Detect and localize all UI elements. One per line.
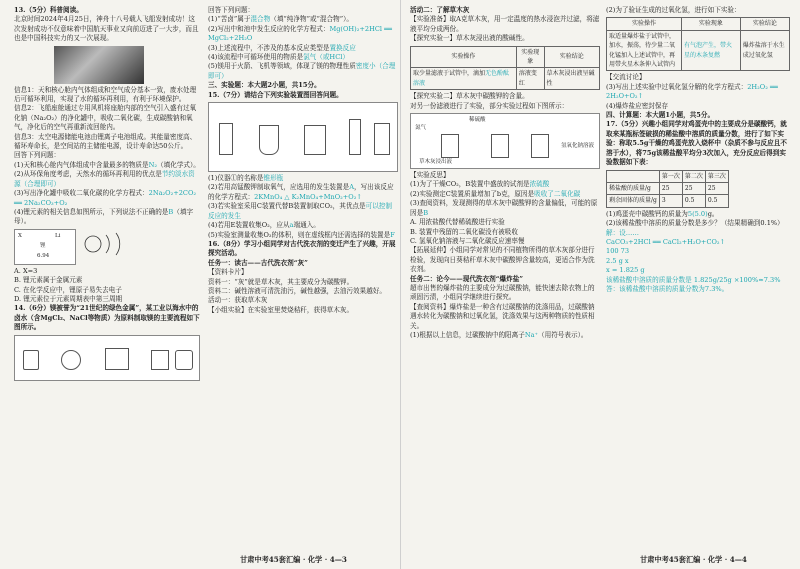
activity-1: 活动一：获取草木灰 <box>208 296 268 305</box>
explore-2b: 对另一份滤液进行了实验，部分实验过程如下图所示： <box>410 101 569 110</box>
spacecraft-photo <box>54 46 144 84</box>
solution-3: 100 73 <box>606 247 630 256</box>
footer-right: 甘肃中考45套汇编 · 化学 · 4—4 <box>640 555 747 564</box>
q15-title: 15.（7分）请结合下列实验装置图回答问题。 <box>208 90 343 99</box>
data-table: 第一次 第二次 第三次 稀盐酸的质量/g 25 25 25 剩余固体的质量/g 3 0.5 0.5 <box>606 170 729 208</box>
lab-q2: (2)若用高锰酸钾制取氧气，应选用的发生装置是A，写出该反应的化学方程式：2KMnO₄ △ K₂MnO₄+MnO₂+O₂↑ <box>208 183 394 201</box>
info-1: 信息1：天和核心舱内气体组成和空气成分基本一致，废水处理后可循环利用，实现了水的循环再利用，有利于环境保护。 <box>14 85 197 104</box>
ref-2: 资料二：碱性溶液可清洗油污，碱性越强，去油污效果越好。 <box>208 286 387 295</box>
question-3: (3)上述流程中，不涉及的基本反应类型是置换反应 <box>208 43 356 52</box>
element-figure <box>14 227 200 267</box>
q14-title: 14.（6分）镁被誉为“21世纪的绿色金属”，某工业以海水中的卤水（含MgCl₂、NaCl等物质）为原料制取镁的主要流程如下图所示。 <box>14 304 200 332</box>
info-3: 信息3：太空电源储能电池由锂离子电池组成。其能量密度高、循环寿命长，是空间站的主储能电源，设计寿命达50公斤。 <box>14 132 197 151</box>
element-cell: X Li 锂 6.94 <box>14 229 76 265</box>
paragraph: 北京时间2024年4月25日，神舟十八号载人飞船发射成功！这次发射成功不仅意味着中国航天事业又向前迈进了一大步，而且也是中国科技实力的又一次展现。 <box>14 15 199 43</box>
option-d: D. 锂元素位于元素周期表中第三周期 <box>14 294 123 303</box>
solution-5: x = 1.825 g <box>606 266 645 275</box>
question-4: (4)锂元素的相关信息如图所示，下列说法不正确的是B（填字母）。 <box>14 207 194 226</box>
section-3-title: 三、实验题：本大题2小题，共15分。 <box>208 81 321 90</box>
solution-4: 2.5 g x <box>606 256 629 265</box>
ref-title: 【资料卡片】 <box>208 268 248 277</box>
column-1 <box>14 6 200 383</box>
reflect-2: (2)实验测定C装置质量增加了b克，原因是吸收了二氧化碳 <box>410 189 581 198</box>
reflect-title: 【实验反思】 <box>410 171 450 180</box>
co2-device-figure: 稀硫酸 氮气 草木灰浸出液 氢氧化钠溶液 <box>410 113 600 169</box>
magnesium-flow-diagram <box>14 335 200 381</box>
question-head: 回答下列问题： <box>208 6 255 14</box>
column-2 <box>208 6 398 315</box>
option-b: B. 锂元素属于金属元素 <box>14 276 83 285</box>
footer-left: 甘肃中考45套汇编 · 化学 · 4—3 <box>240 555 347 564</box>
ask-1: (1)鸡蛋壳中碳酸钙的质量为5(5.0)g。 <box>606 209 719 218</box>
option-c: C. 氢氧化钠溶液与二氧化碳反应速率慢 <box>410 236 525 245</box>
atom-structure-diagram <box>78 227 138 261</box>
page-fold <box>400 0 401 569</box>
question-1: (1)“苦卤”属于混合物（填“纯净物”或“混合物”）。 <box>208 15 353 24</box>
ask-2: (2)该稀盐酸中溶质的质量分数是多少？（结果精确到0.1%） <box>606 219 784 228</box>
lab-q5: (5)实验室测量收集O₂的体积，则在虚线框内还需选择的装置是F <box>208 230 395 239</box>
solution-1: 解：设…… <box>606 228 639 237</box>
task-2-text: 超市出售的爆炸盐的主要成分为过碳酸钠，能快速去除衣物上的顽固污渍，小组同学继续进行探究。 <box>410 283 595 302</box>
activity-2: 活动二：了解草木灰 <box>410 6 470 14</box>
question-4: (4)该流程中可循环使用的物质是氯气（或HCl） <box>208 53 349 62</box>
q3: (3)写出上述实验中过氧化氢分解的化学方程式：2H₂O₂ ══ 2H₂O+O₂↑ <box>606 82 778 101</box>
explore-1: 【探究实验一】草木灰浸出液的酸碱性。 <box>410 34 529 43</box>
option-c: C. 在化学反应中，锂原子易失去电子 <box>14 285 122 294</box>
solution-7: 答：该稀盐酸中溶质的质量分数为7.3%。 <box>606 284 729 293</box>
column-4 <box>606 6 790 294</box>
task-2: 任务二：论今——现代洗衣剂“爆炸盐” <box>410 274 524 283</box>
extension: 【拓展延伸】小组同学对常见的不同植物所得的草木灰部分进行检验，发现向日葵秸秆草木灰中碳酸钾含量较高，更适合作为洗衣剂。 <box>410 246 595 274</box>
question-2: (2)写出中和池中发生反应的化学方程式：Mg(OH)₂+2HCl ══ MgCl₂+2H₂O <box>208 24 393 43</box>
reflect-1: (1)为了干燥CO₂，B装置中盛放的试剂是浓硫酸 <box>410 180 550 189</box>
question-5: (5)镁用于火箭、飞机等领域，体现了镁的物理性质密度小（合理即可） <box>208 62 396 80</box>
task-1: 任务一：读古——古代洗衣剂“灰” <box>208 258 308 267</box>
ref-1: 资料一：“灰”就是草木灰，其主要成分为碳酸钾。 <box>208 277 354 286</box>
lab-q1: (1)仪器①的名称是锥形瓶 <box>208 174 284 183</box>
explore-2: 【探究实验二】草木灰中碳酸钾的含量。 <box>410 92 529 101</box>
verify-table: 实验操作 实验现象 实验结论 取适量爆炸盐于试管中，加水，振荡，待少量二氧化锰加入上述试管中，再用带火星木条伸入试管内 有气泡产生，带火星的木条复燃 爆炸盐溶于水生成过氧化氢 <box>606 17 790 71</box>
explore-table: 实验操作 实验现象 实验结论 取少量滤液于试管中，滴加无色酚酞溶液 溶液变红 草木灰浸出液呈碱性 <box>410 46 600 91</box>
discussion-title: 【交流讨论】 <box>606 73 646 82</box>
q4: (4)爆炸盐应密封保存 <box>606 101 669 110</box>
reflect-3: (3)查阅资料，发现测得的草木灰中碳酸钾的含量偏低，可能的原因是B <box>410 199 598 217</box>
task-2-q1: (1)根据以上信息，过碳酸钠中的阳离子Na⁺（用符号表示）。 <box>410 330 588 339</box>
task-2-ref: 【查阅资料】爆炸盐是一种含有过碳酸钠的洗涤用品，过碳酸钠遇水转化为碳酸钠和过氧化氢，洗涤效果与这两种物质的性质相关。 <box>410 302 595 330</box>
q2-text: (2)为了验证生成的过氧化氢，进行如下实验： <box>606 6 741 14</box>
lab-apparatus-figure <box>208 102 398 172</box>
question-2: (2)从环保角度考虑，天然水的循环再利用的优点是节约淡水资源（合理即可） <box>14 170 195 188</box>
solution-6: 该稀盐酸中溶质的质量分数是 1.825g/25g ×100%≈7.3% <box>606 275 781 284</box>
option-a: A. 用浓盐酸代替稀硫酸进行实验 <box>410 218 505 227</box>
option-b: B. 装置中残留的二氧化碳没有被吸收 <box>410 227 518 236</box>
question-1: (1)天和核心舱内气体组成中含量最多的物质是N₂（填化学式）。 <box>14 160 200 169</box>
exp-prep: 【实验准备】取A克草木灰，用一定温度的热水浸泡并过滤，将滤液平均分成两份。 <box>410 15 600 33</box>
q16-title: 16.（8分）学习小组同学对古代洗衣剂的变迁产生了兴趣，开展探究活动。 <box>208 239 396 258</box>
info-2: 信息2：飞船座舱通过专用风机将座舱内部的空气引入盛有过氧化钠（Na₂O₂）的净化罐中，吸收二氧化碳，生成碳酸钠和氧气，净化后的空气再重新流回舱内。 <box>14 104 197 132</box>
option-a: A. X=3 <box>14 266 38 275</box>
lab-q4: (4)若用E装置收集O₂，应从a端通入。 <box>208 221 320 230</box>
question-head: 回答下列问题： <box>14 151 61 160</box>
column-3 <box>410 6 600 340</box>
solution-2: CaCO₃+2HCl ══ CaCl₂+H₂O+CO₂↑ <box>606 237 726 246</box>
q17-title: 17.（5分）兴趣小组同学对鸡蛋壳中的主要成分是碳酸钙，就取来某瓶标签破损的稀盐酸中溶质的质量分数，进行了如下实验：称取5.5g干燥的鸡蛋壳放入烧杯中（杂质不参与反应且不溶于水），将75g该稀盐酸平均分3次加入，充分反应后得到实验数据如下表： <box>606 120 787 167</box>
question-3: (3)写出净化罐中吸收二氧化碳的化学方程式：2Na₂O₂+2CO₂ ══ 2Na₂CO₃+O₂ <box>14 189 197 207</box>
q13-title: 13.（5分）科普阅读。 <box>14 6 83 14</box>
section-4-title: 四、计算题：本大题1小题，共5分。 <box>606 111 715 120</box>
lab-q3: (3)若实验室采用C装置代替B装置制取CO₂，其优点是可以控制反应的发生 <box>208 202 392 220</box>
activity-1-text: 【小组实验】在实验室里焚烧秸秆，获得草木灰。 <box>208 305 354 314</box>
